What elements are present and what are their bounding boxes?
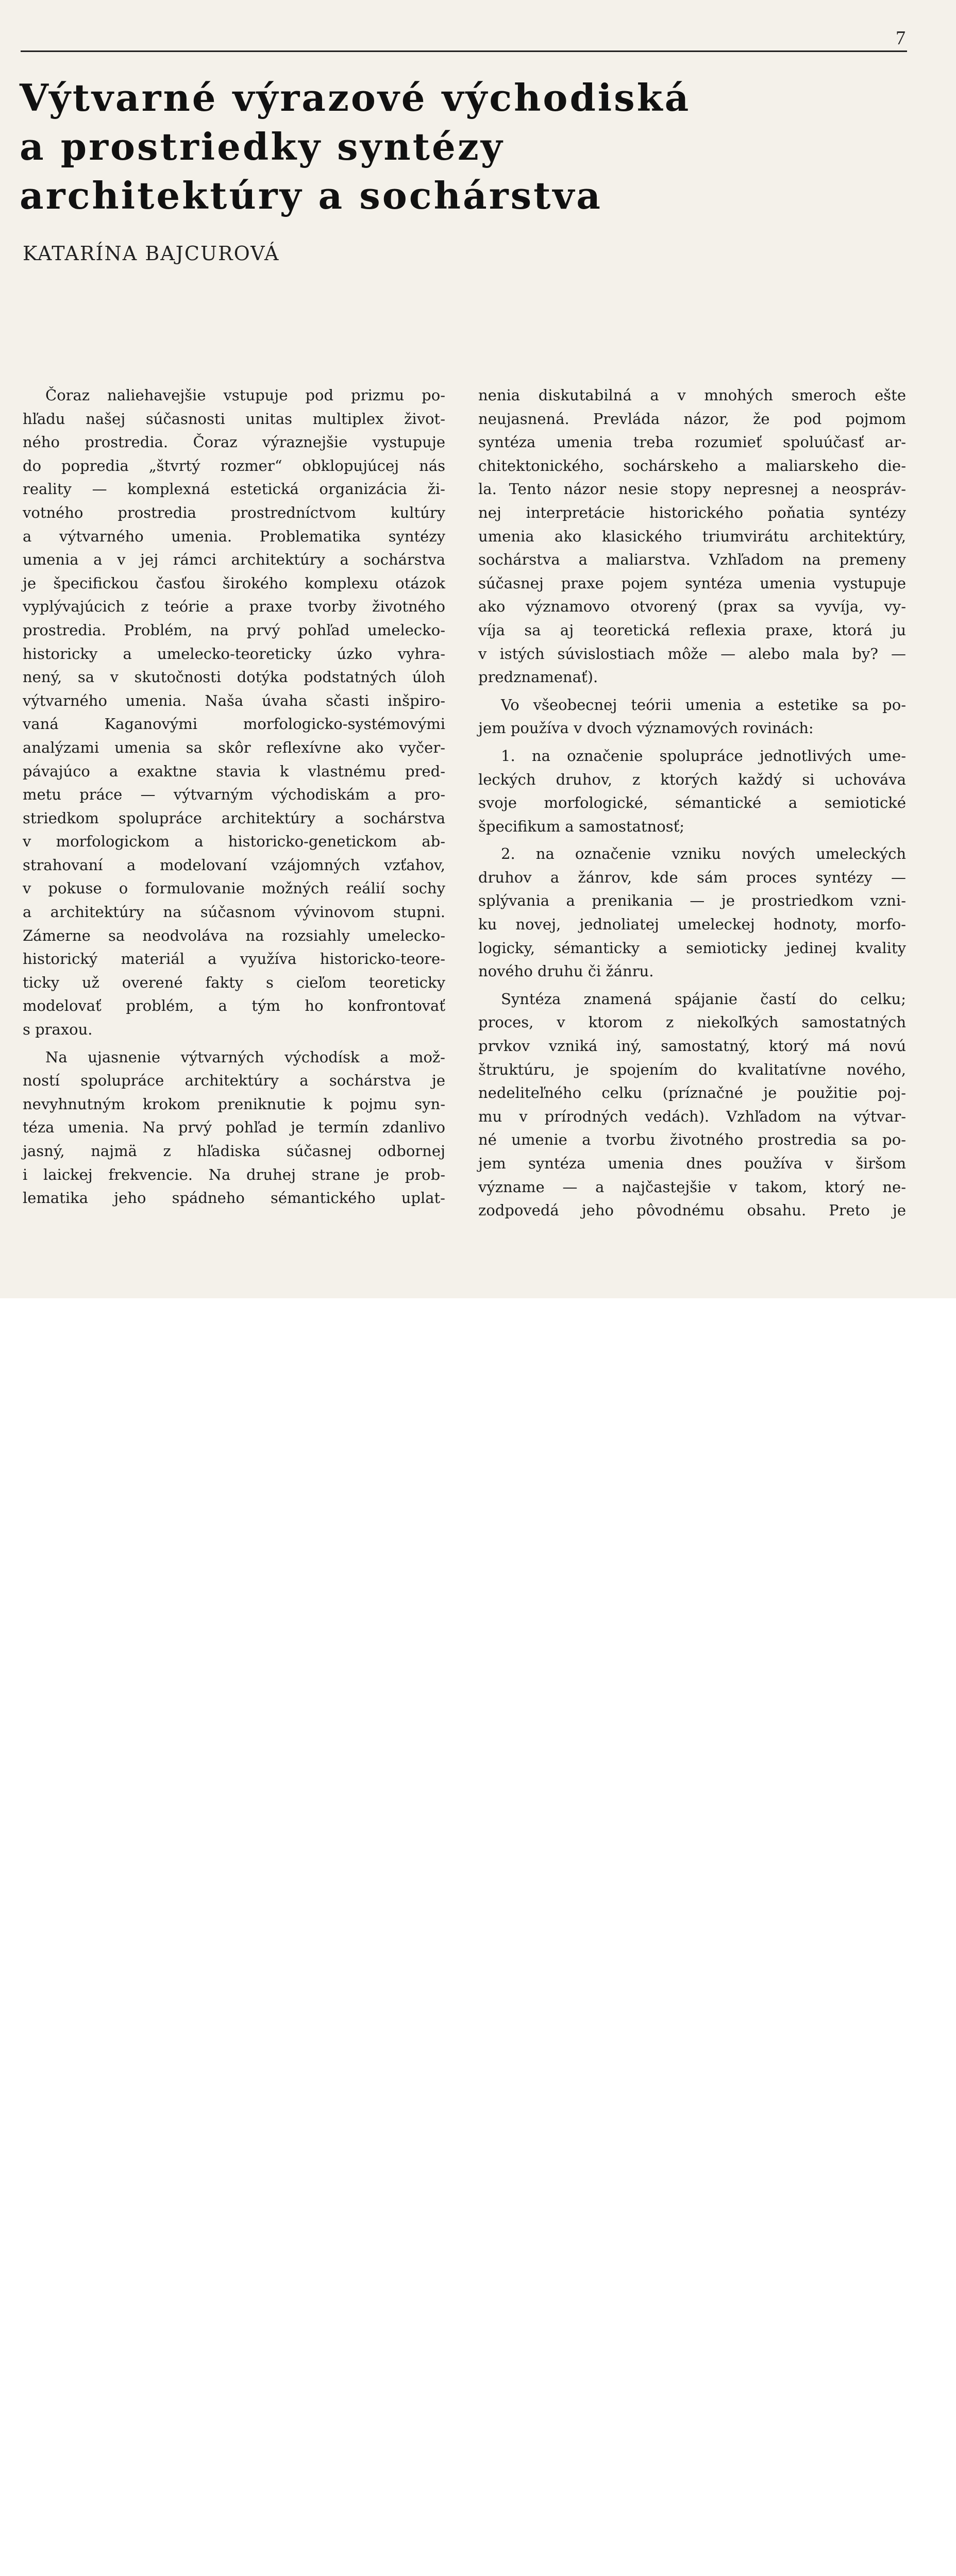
text-line: analýzami umenia sa skôr reflexívne ako vyčer-: [23, 738, 445, 756]
text-line: téza umenia. Na prvý pohľad je termín zdanlivo: [23, 1118, 445, 1137]
text-line: svoje morfologické, sémantické a semiotické: [478, 794, 906, 812]
text-line: Syntéza znamená spájanie častí do celku;: [501, 990, 906, 1008]
text-line: pávajúco a exaktne stavia k vlastnému pred-: [23, 762, 445, 780]
text-line: ností spolupráce architektúry a sochárstva je: [23, 1072, 445, 1090]
right-column: [478, 384, 906, 1223]
text-line: druhov a žánrov, kde sám proces syntézy —: [478, 868, 906, 886]
text-line: splývania a prenikania — je prostriedkom vzni-: [478, 892, 906, 910]
text-line: Vo všeobecnej teórii umenia a estetike sa po-: [501, 696, 906, 714]
text-line: la. Tento názor nesie stopy nepresnej a neospráv-: [478, 480, 906, 498]
text-line: v pokuse o formulovanie možných reálií sochy: [23, 879, 445, 897]
text-line: do popredia „štvrtý rozmer“ obklopujúcej nás: [23, 456, 445, 474]
text-line: jasný, najmä z hľadiska súčasnej odbornej: [23, 1142, 445, 1160]
text-line: nenia diskutabilná a v mnohých smeroch ešte: [478, 386, 906, 404]
text-line: v istých súvislostiach môže — alebo mala by? —: [478, 645, 906, 663]
article-title: [20, 73, 741, 220]
top-rule: [21, 50, 907, 52]
text-line: s praxou.: [23, 1021, 93, 1039]
text-line: štruktúru, je spojením do kvalitatívne nového,: [478, 1060, 906, 1078]
text-line: hľadu našej súčasnosti unitas multiplex život-: [23, 410, 445, 428]
title-line: architektúry a sochárstva: [20, 174, 602, 217]
text-line: nedeliteľného celku (príznačné je použitie poj-: [478, 1084, 906, 1102]
text-line: i laickej frekvencie. Na druhej strane je prob-: [23, 1165, 445, 1183]
text-line: logicky, sémanticky a semioticky jedinej kvality: [478, 939, 906, 957]
text-line: sochárstva a maliarstva. Vzhľadom na premeny: [478, 551, 906, 569]
text-line: umenia ako klasického triumvirátu architektúry,: [478, 527, 906, 545]
title-line: Výtvarné výrazové východiská: [20, 76, 691, 120]
text-line: votného prostredia prostredníctvom kultúry: [23, 503, 445, 521]
text-line: né umenie a tvorbu životného prostredia sa po-: [478, 1131, 906, 1149]
text-line: nený, sa v skutočnosti dotýka podstatných úloh: [23, 668, 445, 686]
left-column: [23, 384, 445, 1210]
text-line: umenia a v jej rámci architektúry a sochárstva: [23, 551, 445, 569]
text-line: historický materiál a využíva historicko-teore-: [23, 950, 445, 968]
text-line: jem syntéza umenia dnes používa v širšom: [478, 1155, 906, 1172]
text-line: syntéza umenia treba rozumieť spoluúčasť ar-: [478, 433, 906, 451]
text-line: mu v prírodných vedách). Vzhľadom na výtvar-: [478, 1107, 906, 1125]
text-line: výtvarného umenia. Naša úvaha sčasti inšpiro-: [23, 691, 445, 709]
text-line: Na ujasnenie výtvarných východísk a mož-: [45, 1048, 445, 1066]
text-line: lematika jeho spádneho sémantického uplat-: [23, 1189, 445, 1207]
author-name: KATARÍNA BAJCUROVÁ: [23, 242, 280, 265]
paragraph-gap: [478, 740, 906, 744]
text-line: súčasnej praxe pojem syntéza umenia vystupuje: [478, 574, 906, 592]
text-line: metu práce — výtvarným východiskám a pro-: [23, 786, 445, 804]
page-number: 7: [896, 27, 905, 49]
text-line: význame — a najčastejšie v takom, ktorý ne-: [478, 1178, 906, 1196]
text-line: strahovaní a modelovaní vzájomných vzťahov,: [23, 856, 445, 874]
text-line: ako významovo otvorený (prax sa vyvíja, vy-: [478, 598, 906, 616]
text-line: ného prostredia. Čoraz výraznejšie vystupuje: [23, 433, 445, 451]
paragraph-gap: [478, 689, 906, 693]
text-line: a výtvarného umenia. Problematika syntézy: [23, 527, 445, 545]
text-line: modelovať problém, a tým ho konfrontovať: [23, 997, 445, 1015]
text-line: historicky a umelecko-teoreticky úzko vyhra-: [23, 645, 445, 663]
text-line: proces, v ktorom z niekoľkých samostatných: [478, 1013, 906, 1031]
text-line: Zámerne sa neodvoláva na rozsiahly umelecko-: [23, 926, 445, 944]
paragraph-gap: [478, 838, 906, 842]
text-line: nevyhnutným krokom preniknutie k pojmu syn-: [23, 1095, 445, 1113]
text-line: je špecifickou časťou širokého komplexu otázok: [23, 574, 445, 592]
text-line: jem používa v dvoch významových rovinách:: [478, 719, 814, 737]
text-line: prostredia. Problém, na prvý pohľad umelecko-: [23, 621, 445, 639]
paragraph-gap: [478, 984, 906, 988]
text-line: v morfologickom a historicko-genetickom ab-: [23, 833, 445, 851]
text-line: víja sa aj teoretická reflexia praxe, ktorá ju: [478, 621, 906, 639]
text-line: vaná Kaganovými morfologicko-systémovými: [23, 715, 445, 733]
paragraph-gap: [23, 1042, 445, 1046]
text-line: špecifikum a samostatnosť;: [478, 817, 684, 835]
text-line: prvkov vzniká iný, samostatný, ktorý má novú: [478, 1037, 906, 1055]
text-line: 1. na označenie spolupráce jednotlivých ume-: [501, 747, 906, 765]
text-line: neujasnená. Prevláda názor, že pod pojmom: [478, 410, 906, 428]
text-line: ku novej, jednoliatej umeleckej hodnoty, morfo-: [478, 916, 906, 934]
text-line: Čoraz naliehavejšie vstupuje pod prizmu po-: [45, 386, 445, 404]
text-line: ticky už overené fakty s cieľom teoreticky: [23, 973, 445, 991]
text-line: nej interpretácie historického poňatia syntézy: [478, 503, 906, 521]
text-line: chitektonického, sochárskeho a maliarskeho die-: [478, 456, 906, 474]
text-line: striedkom spolupráce architektúry a sochárstva: [23, 809, 445, 827]
text-line: predznamenať).: [478, 668, 598, 686]
footer: [0, 1298, 956, 1357]
text-line: a architektúry na súčasnom vývinovom stupni.: [23, 903, 445, 921]
text-line: 2. na označenie vzniku nových umeleckých: [501, 845, 906, 863]
text-line: nového druhu či žánru.: [478, 962, 654, 980]
title-line: a prostriedky syntézy: [20, 125, 505, 168]
text-line: vyplývajúcich z teórie a praxe tvorby životného: [23, 598, 445, 616]
text-line: zodpovedá jeho pôvodnému obsahu. Preto je: [478, 1201, 906, 1219]
text-line: reality — komplexná estetická organizácia ži-: [23, 480, 445, 498]
text-line: leckých druhov, z ktorých každý si uchováva: [478, 770, 906, 788]
